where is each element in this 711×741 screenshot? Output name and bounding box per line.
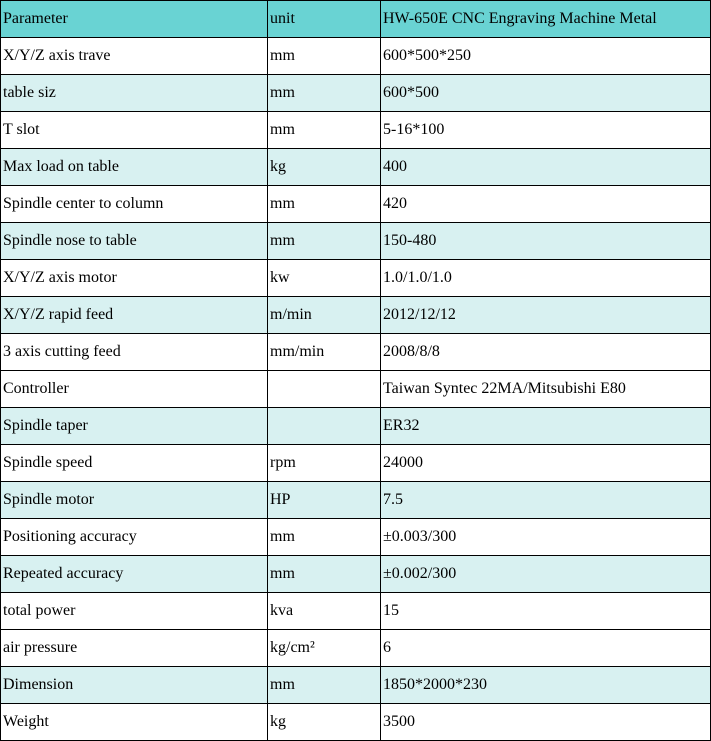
table-row <box>1 38 711 75</box>
unit-cell: mm <box>268 667 381 704</box>
unit-cell: kva <box>268 593 381 630</box>
value-cell: 1850*2000*230 <box>381 667 711 704</box>
table-row <box>1 630 711 667</box>
parameter-cell: total power <box>1 593 268 630</box>
value-cell: 600*500 <box>381 75 711 112</box>
spec-table-body <box>1 1 711 741</box>
value-cell: Taiwan Syntec 22MA/Mitsubishi E80 <box>381 371 711 408</box>
table-row <box>1 297 711 334</box>
parameter-cell: Dimension <box>1 667 268 704</box>
value-cell: 15 <box>381 593 711 630</box>
unit-cell: mm <box>268 112 381 149</box>
header-parameter: Parameter <box>1 1 268 38</box>
unit-cell <box>268 371 381 408</box>
unit-cell: mm <box>268 38 381 75</box>
parameter-cell: Spindle motor <box>1 482 268 519</box>
unit-cell: mm <box>268 75 381 112</box>
value-cell: 400 <box>381 149 711 186</box>
header-model: HW-650E CNC Engraving Machine Metal <box>381 1 711 38</box>
value-cell: 3500 <box>381 704 711 741</box>
table-row <box>1 408 711 445</box>
parameter-cell: Spindle center to column <box>1 186 268 223</box>
table-row <box>1 371 711 408</box>
parameter-cell: 3 axis cutting feed <box>1 334 268 371</box>
parameter-cell: X/Y/Z axis trave <box>1 38 268 75</box>
unit-cell: mm <box>268 519 381 556</box>
unit-cell: kw <box>268 260 381 297</box>
unit-cell: mm <box>268 223 381 260</box>
table-row <box>1 519 711 556</box>
unit-cell <box>268 408 381 445</box>
unit-cell: kg <box>268 149 381 186</box>
parameter-cell: Positioning accuracy <box>1 519 268 556</box>
parameter-cell: Spindle speed <box>1 445 268 482</box>
parameter-cell: air pressure <box>1 630 268 667</box>
value-cell: ±0.003/300 <box>381 519 711 556</box>
table-row <box>1 556 711 593</box>
table-row <box>1 112 711 149</box>
table-row <box>1 667 711 704</box>
value-cell: 600*500*250 <box>381 38 711 75</box>
parameter-cell: Max load on table <box>1 149 268 186</box>
parameter-cell: Repeated accuracy <box>1 556 268 593</box>
value-cell: ±0.002/300 <box>381 556 711 593</box>
value-cell: 24000 <box>381 445 711 482</box>
parameter-cell: Spindle nose to table <box>1 223 268 260</box>
unit-cell: kg/cm² <box>268 630 381 667</box>
value-cell: 420 <box>381 186 711 223</box>
value-cell: 6 <box>381 630 711 667</box>
table-row <box>1 186 711 223</box>
unit-cell: mm/min <box>268 334 381 371</box>
parameter-cell: Spindle taper <box>1 408 268 445</box>
parameter-cell: X/Y/Z rapid feed <box>1 297 268 334</box>
table-row <box>1 593 711 630</box>
parameter-cell: Controller <box>1 371 268 408</box>
value-cell: 2012/12/12 <box>381 297 711 334</box>
parameter-cell: X/Y/Z axis motor <box>1 260 268 297</box>
unit-cell: mm <box>268 556 381 593</box>
value-cell: 2008/8/8 <box>381 334 711 371</box>
header-unit: unit <box>268 1 381 38</box>
value-cell: 7.5 <box>381 482 711 519</box>
table-row <box>1 704 711 741</box>
parameter-cell: Weight <box>1 704 268 741</box>
table-row <box>1 75 711 112</box>
unit-cell: HP <box>268 482 381 519</box>
table-row <box>1 482 711 519</box>
unit-cell: rpm <box>268 445 381 482</box>
table-row <box>1 223 711 260</box>
unit-cell: kg <box>268 704 381 741</box>
table-row <box>1 334 711 371</box>
parameter-cell: T slot <box>1 112 268 149</box>
header-row <box>1 1 711 38</box>
table-row <box>1 260 711 297</box>
value-cell: ER32 <box>381 408 711 445</box>
parameter-cell: table siz <box>1 75 268 112</box>
value-cell: 1.0/1.0/1.0 <box>381 260 711 297</box>
value-cell: 150-480 <box>381 223 711 260</box>
unit-cell: mm <box>268 186 381 223</box>
value-cell: 5-16*100 <box>381 112 711 149</box>
table-row <box>1 445 711 482</box>
unit-cell: m/min <box>268 297 381 334</box>
table-row <box>1 149 711 186</box>
